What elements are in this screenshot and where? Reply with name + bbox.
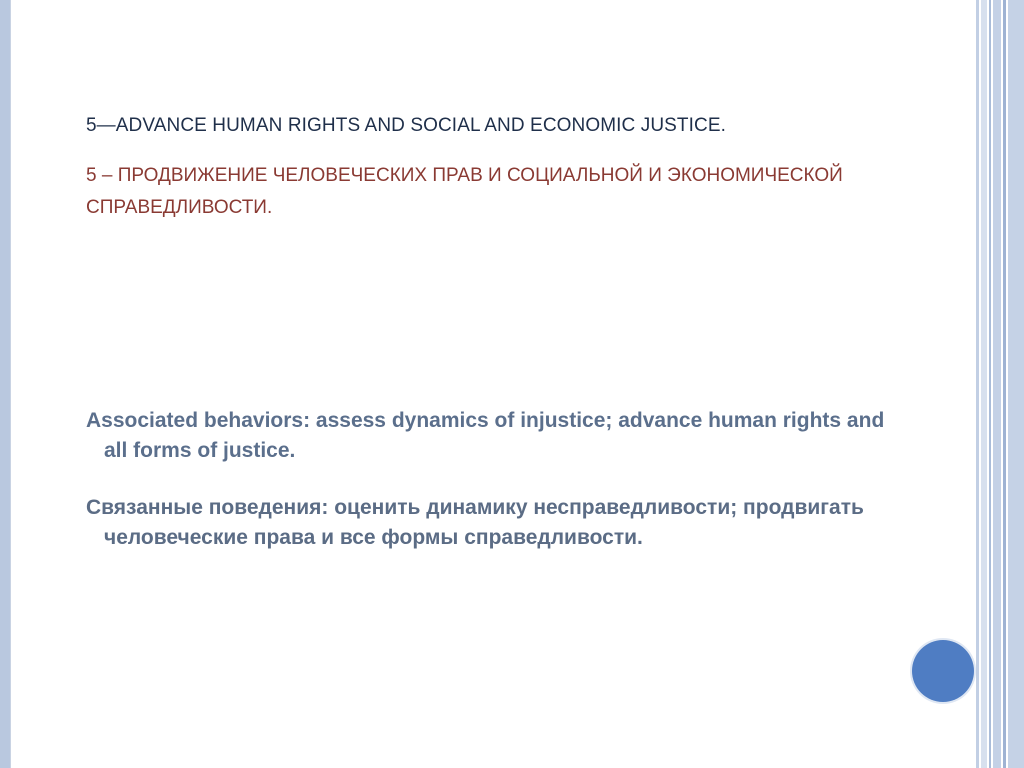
stripe: [1008, 0, 1024, 768]
stripe: [993, 0, 1001, 768]
stripe: [976, 0, 979, 768]
stripe: [1003, 0, 1006, 768]
decorative-circle-icon: [912, 640, 974, 702]
left-border-stripe: [0, 0, 11, 768]
stripe: [981, 0, 987, 768]
right-decorative-stripes: [976, 0, 1024, 768]
slide-title-russian: 5 – ПРОДВИЖЕНИЕ ЧЕЛОВЕЧЕСКИХ ПРАВ И СОЦИАЛЬНОЙ И ЭКОНОМИЧЕСКОЙ СПРАВЕДЛИВОСТИ.: [86, 165, 843, 218]
associated-behaviors-russian: Связанные поведения: оценить динамику несправедливости; продвигать человеческие права и все формы справедливости.: [86, 496, 864, 549]
associated-behaviors-english: Associated behaviors: assess dynamics of injustice; advance human rights and all forms of justice.: [86, 409, 885, 462]
slide-title-english: 5—ADVANCE HUMAN RIGHTS AND SOCIAL AND ECONOMIC JUSTICE.: [86, 115, 726, 136]
title-block: [86, 113, 926, 224]
stripe: [989, 0, 991, 768]
body-block: [86, 406, 886, 580]
